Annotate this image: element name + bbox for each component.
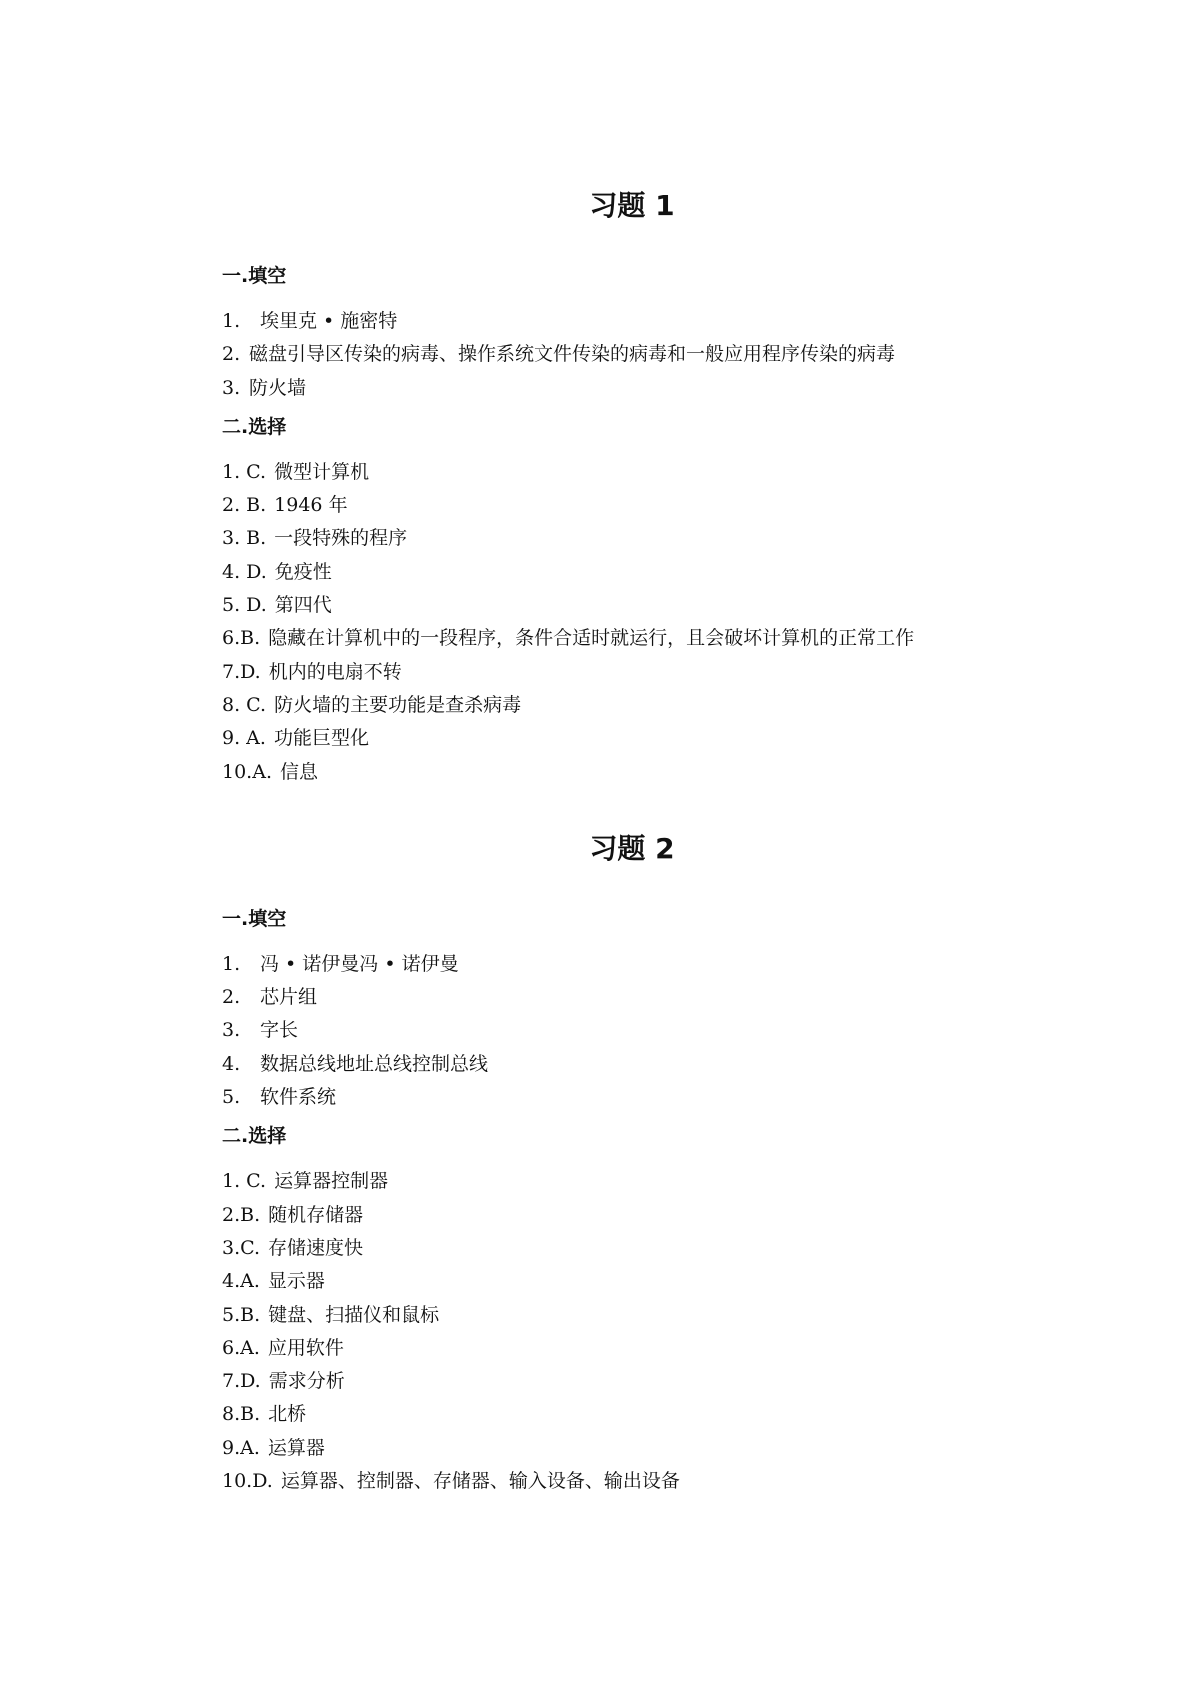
choice-item	[222, 756, 1002, 789]
fill-heading: 一.填空	[222, 907, 287, 930]
fill-item	[222, 948, 1002, 981]
item-number: 9. A.	[222, 727, 266, 750]
fill-item	[222, 338, 1002, 371]
item-answer: 运算器	[267, 1436, 325, 1459]
fill-item	[222, 1081, 1002, 1114]
fill-item	[222, 305, 1002, 338]
item-answer: 第四代	[274, 594, 332, 617]
choice-item	[222, 1232, 1002, 1265]
choice-item	[222, 1332, 1002, 1365]
item-answer: 随机存储器	[268, 1203, 364, 1226]
item-answer: 运算器控制器	[274, 1170, 389, 1193]
choice-item	[222, 1465, 1002, 1498]
choice-item	[222, 689, 1002, 722]
choice-item	[222, 1165, 1002, 1198]
item-number: 6.A.	[222, 1336, 260, 1359]
item-answer: 信息	[279, 760, 318, 783]
item-number: 7.D.	[222, 1370, 261, 1393]
item-number: 1. C.	[222, 1170, 267, 1193]
item-number: 3.	[222, 376, 241, 399]
section-title: 习题 2	[589, 831, 675, 865]
item-answer: 数据总线地址总线控制总线	[260, 1052, 489, 1075]
item-number: 3.C.	[222, 1236, 261, 1259]
item-answer: 免疫性	[274, 560, 332, 583]
fill-list	[222, 305, 1002, 405]
item-answer: 机内的电扇不转	[268, 660, 402, 683]
item-number: 2.	[222, 343, 241, 366]
item-answer: 微型计算机	[274, 460, 370, 483]
item-number: 4.A.	[222, 1270, 260, 1293]
section-title: 习题 1	[589, 189, 675, 222]
document-content	[222, 188, 1002, 1498]
choice-item	[222, 1265, 1002, 1298]
item-number: 1.	[222, 310, 241, 332]
fill-item	[222, 1014, 1002, 1047]
choice-item	[222, 489, 1002, 522]
item-number: 5.	[222, 1086, 241, 1109]
item-number: 2. B.	[222, 494, 267, 517]
choice-heading: 二.选择	[222, 415, 287, 438]
choice-list	[222, 456, 1002, 789]
item-answer: 1946 年	[274, 494, 348, 517]
choice-item	[222, 589, 1002, 622]
choice-item	[222, 622, 1002, 655]
item-answer: 应用软件	[267, 1336, 344, 1359]
choice-list	[222, 1165, 1002, 1498]
item-number: 3. B.	[222, 527, 267, 550]
fill-item	[222, 1048, 1002, 1081]
item-answer: 存储速度快	[268, 1236, 364, 1259]
item-answer: 软件系统	[260, 1086, 337, 1109]
item-answer: 运算器、控制器、存储器、输入设备、输出设备	[280, 1470, 680, 1493]
fill-item	[222, 372, 1002, 405]
item-answer: 北桥	[268, 1403, 307, 1426]
item-answer: 磁盘引导区传染的病毒、操作系统文件传染的病毒和一般应用程序传染的病毒	[249, 343, 896, 366]
item-number: 5.B.	[222, 1303, 261, 1326]
item-answer: 显示器	[267, 1270, 325, 1293]
fill-list	[222, 948, 1002, 1114]
item-number: 1. C.	[222, 460, 267, 483]
item-number: 8.B.	[222, 1403, 261, 1426]
item-number: 9.A.	[222, 1436, 260, 1459]
item-number: 6.B.	[222, 627, 261, 650]
item-number: 4.	[222, 1052, 241, 1075]
choice-item	[222, 722, 1002, 755]
fill-heading: 一.填空	[222, 265, 287, 287]
item-answer: 需求分析	[268, 1370, 345, 1393]
choice-item	[222, 656, 1002, 689]
item-answer: 一段特殊的程序	[274, 527, 408, 550]
item-answer: 键盘、扫描仪和鼠标	[268, 1303, 440, 1326]
fill-item	[222, 981, 1002, 1014]
item-answer: 埃里克 • 施密特	[260, 310, 398, 332]
item-number: 8. C.	[222, 693, 267, 716]
item-number: 5. D.	[222, 594, 267, 617]
choice-item	[222, 1199, 1002, 1232]
choice-item	[222, 1432, 1002, 1465]
item-answer: 防火墙的主要功能是查杀病毒	[274, 693, 522, 716]
exercise-section-1	[222, 188, 1002, 789]
choice-heading: 二.选择	[222, 1125, 287, 1148]
item-answer: 芯片组	[260, 986, 318, 1009]
item-number: 10.A.	[222, 760, 272, 783]
item-answer: 隐藏在计算机中的一段程序，条件合适时就运行，且会破坏计算机的正常工作	[268, 627, 915, 650]
item-number: 1.	[222, 952, 241, 975]
choice-item	[222, 1365, 1002, 1398]
item-answer: 防火墙	[249, 376, 307, 399]
exercise-section-2	[222, 831, 1002, 1498]
item-number: 4. D.	[222, 560, 267, 583]
item-number: 3.	[222, 1019, 241, 1042]
item-answer: 冯 • 诺伊曼冯 • 诺伊曼	[260, 952, 459, 975]
choice-item	[222, 556, 1002, 589]
choice-item	[222, 1299, 1002, 1332]
item-number: 2.B.	[222, 1203, 261, 1226]
choice-item	[222, 1398, 1002, 1431]
item-answer: 字长	[260, 1019, 299, 1042]
choice-item	[222, 522, 1002, 555]
item-number: 2.	[222, 986, 241, 1009]
item-answer: 功能巨型化	[273, 727, 369, 750]
item-number: 10.D.	[222, 1470, 273, 1493]
choice-item	[222, 456, 1002, 489]
item-number: 7.D.	[222, 660, 261, 683]
